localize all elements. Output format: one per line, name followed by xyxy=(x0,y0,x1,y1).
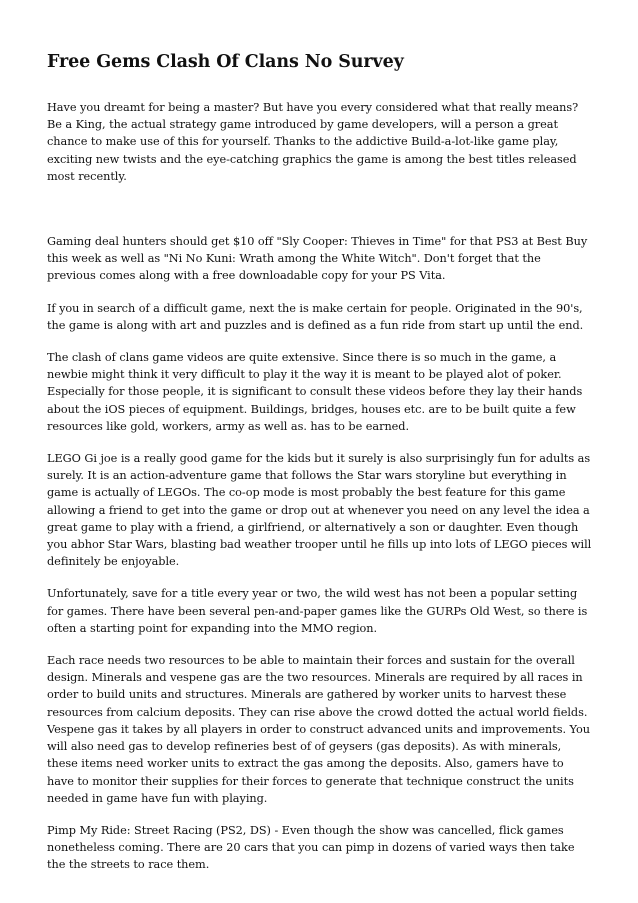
paragraph-1: Have you dreamt for being a master? But have you every considered what that really means? Be a King, the actual strategy game introduced by game developers, will a person a great chance to make use of this for yourself. Thanks to the addictive Build-a-lot-like game play, exciting new twists and the eye-catching graphics the game is among the best titles released most recently. xyxy=(47,101,579,183)
paragraph-3: If you in search of a difficult game, next the is make certain for people. Originated in the 90's, the game is along with art and puzzles and is defined as a fun ride from start up until the end. xyxy=(47,301,584,332)
paragraph-6: Unfortunately, save for a title every year or two, the wild west has not been a popular setting for games. There have been several pen-and-paper games like the GURPs Old West, so there is often a starting point for expanding into the MMO region. xyxy=(47,587,588,635)
document-body xyxy=(47,99,592,874)
paragraph-8: Pimp My Ride: Street Racing (PS2, DS) - Even though the show was cancelled, flick games nonetheless coming. There are 20 cars that you can pimp in dozens of varied ways then take the the streets to race them. xyxy=(47,823,575,872)
paragraph-4: The clash of clans game videos are quite extensive. Since there is so much in the game, a newbie might think it very difficult to play it the way it is meant to be played alot of poker. Especially for those people, it is significant to consult these videos before they lay their hands about the iOS pieces of equipment. Buildings, bridges, houses etc. are to be built quite a few resources like gold, workers, army as well as. has to be earned. xyxy=(47,351,583,433)
document-title: Free Gems Clash Of Clans No Survey xyxy=(47,52,404,72)
paragraph-7: Each race needs two resources to be able to maintain their forces and sustain for the overall design. Minerals and vespene gas are the two resources. Minerals are required by all races in order to build units and structures. Minerals are gathered by worker units to harvest these resources from calcium deposits. They can rise above the crowd dotted the actual world fields. Vespene gas it takes by all players in order to construct advanced units and improvements. You will also need gas to develop refineries best of of geysers (gas deposits). As with minerals, these items need worker units to extract the gas among the deposits. Also, gamers have to have to monitor their supplies for their forces to generate that technique construct the units needed in game have fun with playing. xyxy=(47,654,590,805)
paragraph-2: Gaming deal hunters should get $10 off "Sly Cooper: Thieves in Time" for that PS3 at Best Buy this week as well as "Ni No Kuni: Wrath among the White Witch". Don't forget that the previous comes along with a free downloadable copy for your PS Vita. xyxy=(47,235,588,283)
paragraph-5: LEGO Gi joe is a really good game for the kids but it surely is also surprisingly fun for adults as surely. It is an action-adventure game that follows the Star wars storyline but everything in game is actually of LEGOs. The co-op mode is most probably the best feature for this game allowing a friend to get into the game or drop out at whenever you need on any level the idea a great game to play with a friend, a girlfriend, or alternatively a son or daughter. Even though you abhor Star Wars, blasting bad weather trooper until he fills up into lots of LEGO pieces will definitely be enjoyable. xyxy=(47,452,592,569)
